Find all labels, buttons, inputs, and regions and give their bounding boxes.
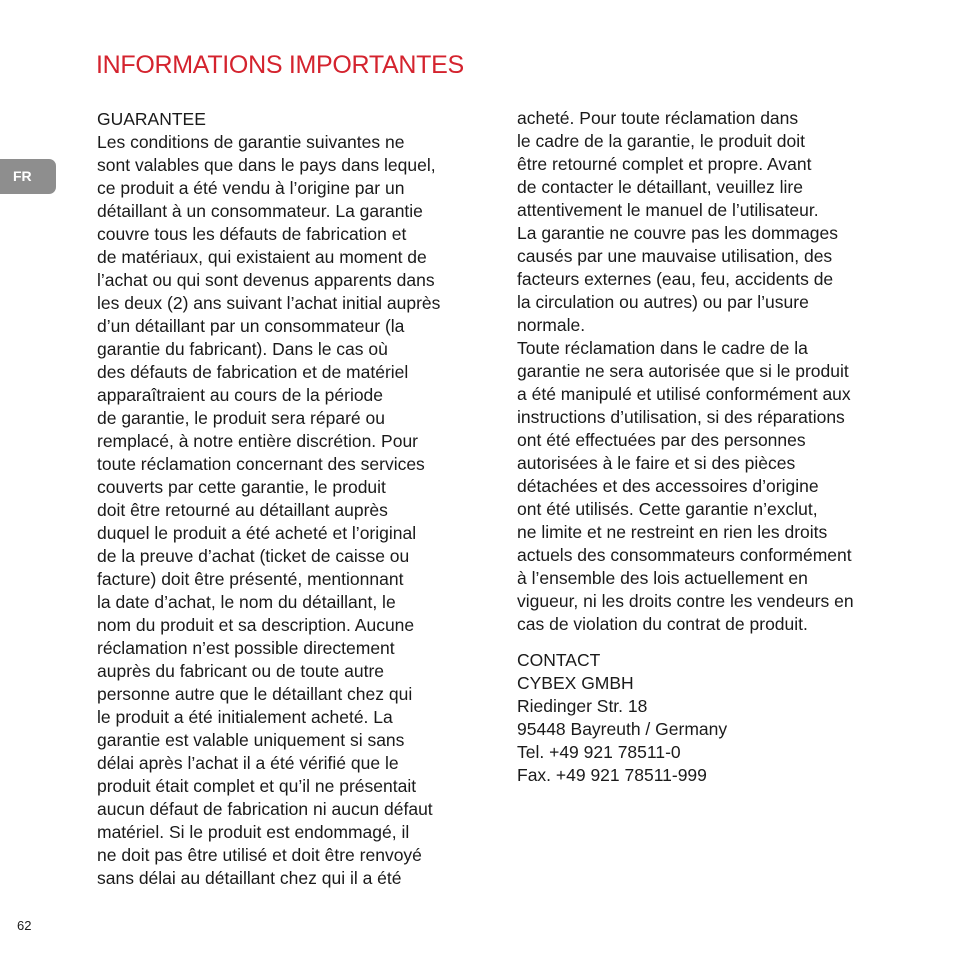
text-line: attentivement le manuel de l’utilisateur. <box>517 200 819 220</box>
page-title: INFORMATIONS IMPORTANTES <box>96 51 464 79</box>
contact-city: 95448 Bayreuth / Germany <box>517 719 728 739</box>
text-line: remplacé, à notre entière discrétion. Pour <box>97 431 418 451</box>
text-line: de garantie, le produit sera réparé ou <box>97 408 385 428</box>
contact-fax: Fax. +49 921 78511-999 <box>517 765 707 785</box>
text-line: nom du produit et sa description. Aucune <box>97 615 415 635</box>
contact-tel: Tel. +49 921 78511-0 <box>517 742 681 762</box>
guarantee-heading: GUARANTEE <box>97 109 206 129</box>
text-line: acheté. Pour toute réclamation dans <box>517 108 799 128</box>
contact-street: Riedinger Str. 18 <box>517 696 648 716</box>
text-line: causés par une mauvaise utilisation, des <box>517 246 833 266</box>
text-line: les deux (2) ans suivant l’achat initial auprès <box>97 293 441 313</box>
text-line: cas de violation du contrat de produit. <box>517 614 808 634</box>
contact-heading: CONTACT <box>517 650 601 670</box>
text-line: a été manipulé et utilisé conformément aux <box>517 384 851 404</box>
text-line: facteurs externes (eau, feu, accidents de <box>517 269 834 289</box>
right-column <box>517 107 909 787</box>
guarantee-text <box>97 131 485 890</box>
text-line: garantie du fabricant). Dans le cas où <box>97 339 388 359</box>
text-line: être retourné complet et propre. Avant <box>517 154 812 174</box>
text-line: auprès du fabricant ou de toute autre <box>97 661 385 681</box>
text-line: réclamation n’est possible directement <box>97 638 395 658</box>
text-line: à l’ensemble des lois actuellement en <box>517 568 808 588</box>
language-tab <box>0 159 56 194</box>
guarantee-section <box>97 108 485 890</box>
text-line: délai après l’achat il a été vérifié que le <box>97 753 399 773</box>
text-line: Toute réclamation dans le cadre de la <box>517 338 808 358</box>
text-line: ne limite et ne restreint en rien les droits <box>517 522 828 542</box>
text-line: toute réclamation concernant des services <box>97 454 425 474</box>
text-line: duquel le produit a été acheté et l’original <box>97 523 417 543</box>
text-line: garantie est valable uniquement si sans <box>97 730 405 750</box>
text-line: vigueur, ni les droits contre les vendeurs en <box>517 591 854 611</box>
text-line: actuels des consommateurs conformément <box>517 545 852 565</box>
text-line: apparaîtraient au cours de la période <box>97 385 384 405</box>
text-line: personne autre que le détaillant chez qui <box>97 684 413 704</box>
text-line: ont été effectuées par des personnes <box>517 430 806 450</box>
text-line: produit était complet et qu’il ne présentait <box>97 776 417 796</box>
text-line: Les conditions de garantie suivantes ne <box>97 132 405 152</box>
text-line: matériel. Si le produit est endommagé, il <box>97 822 410 842</box>
text-line: aucun défaut de fabrication ni aucun défaut <box>97 799 433 819</box>
text-line: normale. <box>517 315 586 335</box>
text-line: couvre tous les défauts de fabrication et <box>97 224 407 244</box>
language-tab-label: FR <box>13 168 32 184</box>
text-line: instructions d’utilisation, si des réparations <box>517 407 845 427</box>
text-line: de contacter le détaillant, veuillez lire <box>517 177 803 197</box>
page-number: 62 <box>17 918 32 933</box>
text-line: doit être retourné au détaillant auprès <box>97 500 388 520</box>
text-line: la circulation ou autres) ou par l’usure <box>517 292 809 312</box>
text-line: ce produit a été vendu à l’origine par un <box>97 178 405 198</box>
text-line: des défauts de fabrication et de matériel <box>97 362 409 382</box>
text-line: autorisées à le faire et si des pièces <box>517 453 796 473</box>
text-line: le cadre de la garantie, le produit doit <box>517 131 805 151</box>
text-line: détachées et des accessoires d’origine <box>517 476 819 496</box>
text-line: sans délai au détaillant chez qui il a été <box>97 868 402 888</box>
text-line: garantie ne sera autorisée que si le produit <box>517 361 849 381</box>
text-line: d’un détaillant par un consommateur (la <box>97 316 405 336</box>
text-line: de la preuve d’achat (ticket de caisse ou <box>97 546 410 566</box>
text-line: couverts par cette garantie, le produit <box>97 477 386 497</box>
guarantee-text-continued <box>517 107 909 636</box>
text-line: ont été utilisés. Cette garantie n’exclut, <box>517 499 818 519</box>
text-line: détaillant à un consommateur. La garantie <box>97 201 423 221</box>
text-line: de matériaux, qui existaient au moment de <box>97 247 427 267</box>
text-line: sont valables que dans le pays dans lequel, <box>97 155 436 175</box>
text-line: La garantie ne couvre pas les dommages <box>517 223 839 243</box>
text-line: l’achat ou qui sont devenus apparents dans <box>97 270 435 290</box>
text-line: la date d’achat, le nom du détaillant, le <box>97 592 396 612</box>
section-spacer <box>517 636 909 649</box>
contact-section <box>517 649 909 787</box>
text-line: le produit a été initialement acheté. La <box>97 707 393 727</box>
contact-company: CYBEX GMBH <box>517 673 634 693</box>
text-line: facture) doit être présenté, mentionnant <box>97 569 404 589</box>
text-line: ne doit pas être utilisé et doit être renvoyé <box>97 845 422 865</box>
